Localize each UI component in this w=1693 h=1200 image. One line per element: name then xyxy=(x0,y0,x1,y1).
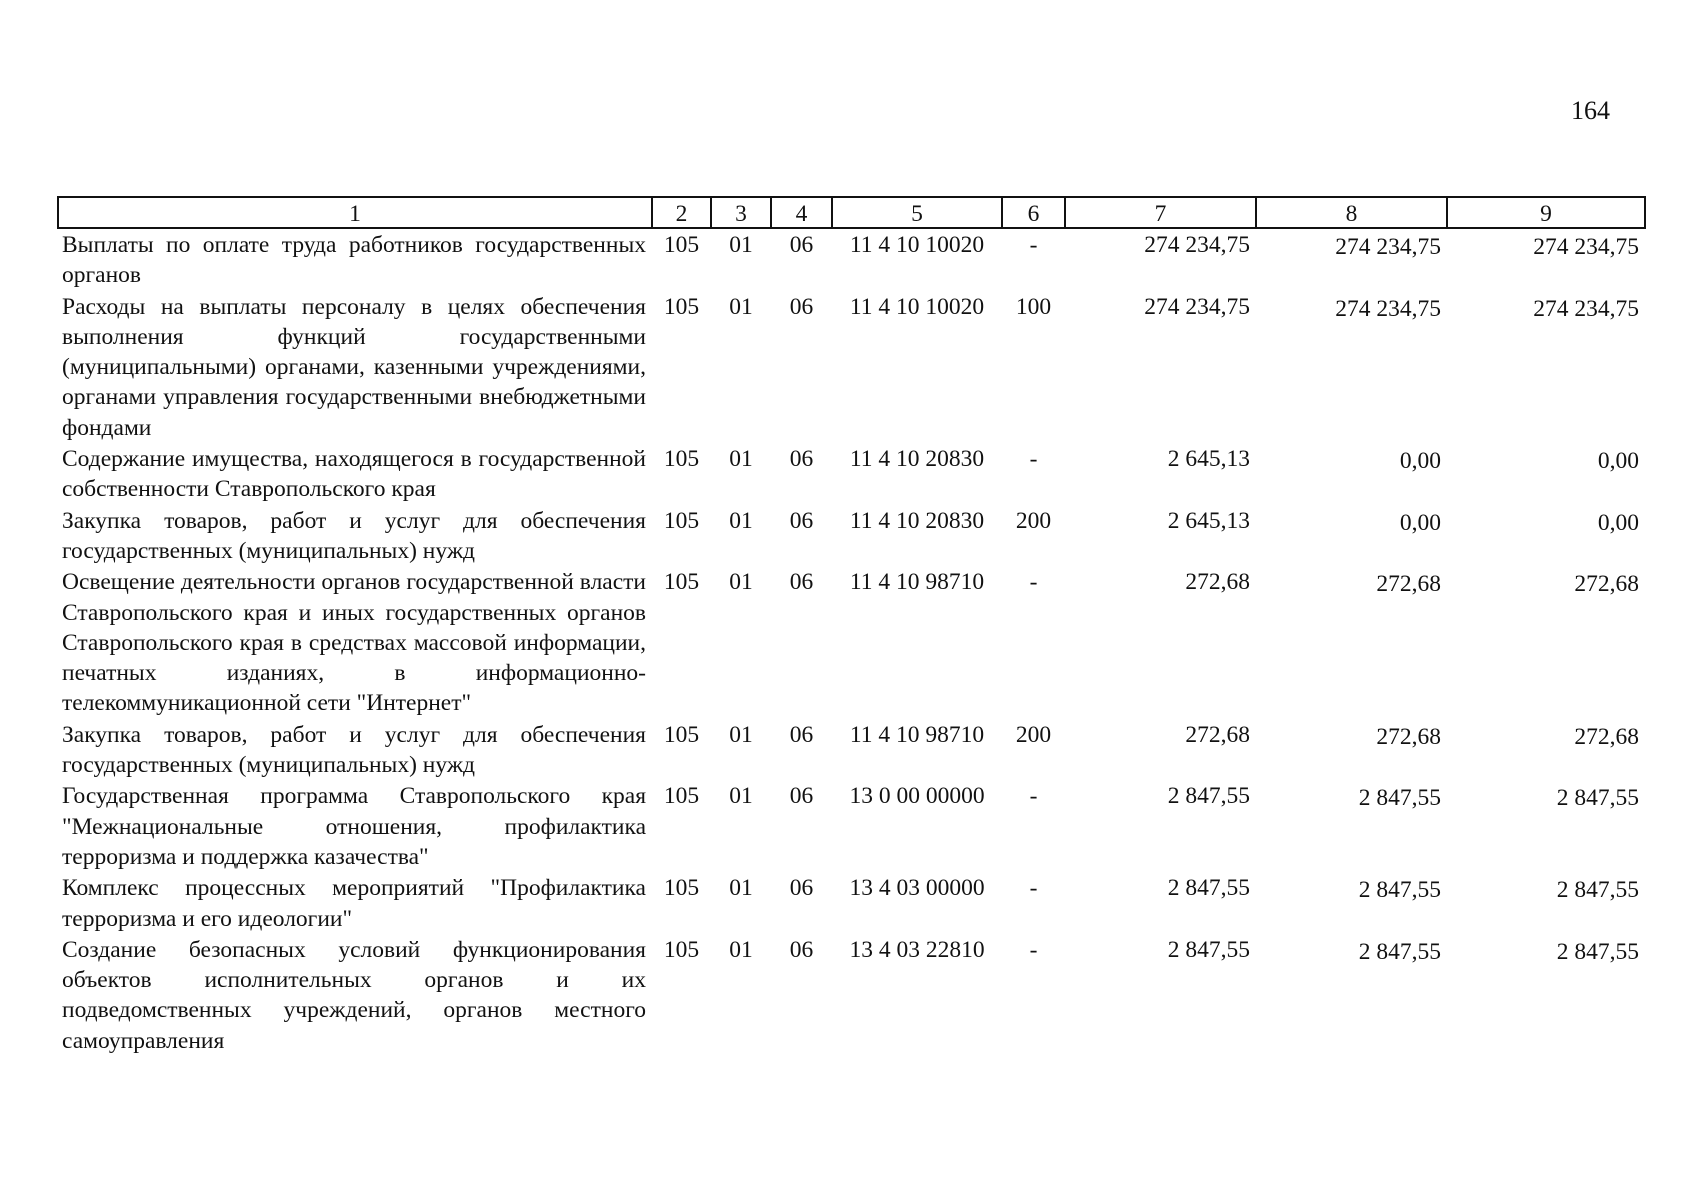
cell-col8: 274 234,75 xyxy=(1335,234,1441,260)
table-row xyxy=(58,934,1645,1056)
cell-col8: 0,00 xyxy=(1399,448,1441,475)
cell-col2: 105 xyxy=(663,507,700,534)
cell-col7: 2 847,55 xyxy=(1167,936,1250,963)
cell-col4: 06 xyxy=(789,232,814,258)
cell-col6: - xyxy=(1029,875,1038,902)
cell-col7: 272,68 xyxy=(1185,721,1250,748)
cell-col6: - xyxy=(1029,232,1038,258)
cell-col8: 274 234,75 xyxy=(1335,295,1441,322)
cell-col2: 105 xyxy=(663,293,700,320)
column-header-7: 7 xyxy=(1065,197,1256,228)
column-header-3: 3 xyxy=(711,197,771,228)
row-name: Закупка товаров, работ и услуг для обеспечения государственных (муниципальных) нужд xyxy=(62,507,646,564)
row-name: Комплекс процессных мероприятий "Профилактика терроризма и его идеологии" xyxy=(62,875,646,932)
cell-col4: 06 xyxy=(789,569,814,596)
cell-col5: 11 4 10 98710 xyxy=(849,569,985,596)
cell-col8: 2 847,55 xyxy=(1358,785,1441,812)
cell-col9: 2 847,55 xyxy=(1556,877,1639,904)
cell-col9: 272,68 xyxy=(1574,723,1639,750)
row-name: Государственная программа Ставропольского края "Межнациональные отношения, профилактика терроризма и поддержка казачества" xyxy=(62,783,646,870)
cell-col2: 105 xyxy=(663,783,700,810)
cell-col5: 13 0 00 00000 xyxy=(849,783,985,810)
table-row xyxy=(58,228,1645,291)
cell-col6: - xyxy=(1029,569,1038,596)
cell-col4: 06 xyxy=(789,446,814,473)
cell-col9: 272,68 xyxy=(1574,571,1639,598)
cell-col5: 11 4 10 10020 xyxy=(849,293,985,320)
cell-col5: 13 4 03 00000 xyxy=(849,875,985,902)
cell-col7: 2 645,13 xyxy=(1167,507,1250,534)
cell-col2: 105 xyxy=(663,721,700,748)
cell-col3: 01 xyxy=(729,783,753,810)
table-row xyxy=(58,443,1645,505)
cell-col4: 06 xyxy=(789,783,814,810)
column-header-8: 8 xyxy=(1256,197,1447,228)
cell-col2: 105 xyxy=(663,232,700,258)
cell-col4: 06 xyxy=(789,721,814,748)
cell-col5: 11 4 10 20830 xyxy=(849,507,985,534)
cell-col9: 2 847,55 xyxy=(1556,785,1639,812)
cell-col3: 01 xyxy=(729,875,753,902)
cell-col3: 01 xyxy=(729,446,753,473)
cell-col3: 01 xyxy=(729,507,753,534)
cell-col5: 11 4 10 98710 xyxy=(849,721,985,748)
cell-col2: 105 xyxy=(663,446,700,473)
cell-col9: 0,00 xyxy=(1597,448,1639,475)
row-name: Расходы на выплаты персоналу в целях обеспечения выполнения функций государственными (муниципальными) органами, казенными учреждениями, органами управления государственными внебюджетными фондами xyxy=(62,293,646,441)
cell-col5: 13 4 03 22810 xyxy=(849,936,985,963)
cell-col4: 06 xyxy=(789,507,814,534)
cell-col3: 01 xyxy=(729,232,753,258)
table-row xyxy=(58,719,1645,781)
table-row xyxy=(58,780,1645,872)
cell-col3: 01 xyxy=(729,721,753,748)
row-name: Освещение деятельности органов государственной власти Ставропольского края и иных государственных органов Ставропольского края в средствах массовой информации, печатных изданиях, в информационно-телекоммуникационной сети "Интернет" xyxy=(62,569,646,717)
column-header-6: 6 xyxy=(1002,197,1065,228)
cell-col4: 06 xyxy=(789,293,814,320)
cell-col7: 2 847,55 xyxy=(1167,783,1250,810)
cell-col4: 06 xyxy=(789,936,814,963)
row-name: Закупка товаров, работ и услуг для обеспечения государственных (муниципальных) нужд xyxy=(62,721,646,779)
column-header-5: 5 xyxy=(832,197,1002,228)
cell-col9: 2 847,55 xyxy=(1556,938,1639,965)
cell-col7: 272,68 xyxy=(1185,569,1250,596)
cell-col6: - xyxy=(1029,783,1038,810)
cell-col2: 105 xyxy=(663,936,700,963)
cell-col8: 2 847,55 xyxy=(1358,938,1441,965)
column-header-9: 9 xyxy=(1447,197,1645,228)
cell-col4: 06 xyxy=(789,875,814,902)
budget-table xyxy=(57,196,1646,1056)
cell-col7: 274 234,75 xyxy=(1144,293,1250,320)
cell-col8: 272,68 xyxy=(1376,571,1441,598)
table-row xyxy=(58,291,1645,443)
cell-col8: 2 847,55 xyxy=(1358,877,1441,904)
cell-col6: 200 xyxy=(1015,507,1052,534)
row-name: Создание безопасных условий функционирования объектов исполнительных органов и их подведомственных учреждений, органов местного самоуправления xyxy=(62,936,646,1054)
cell-col7: 274 234,75 xyxy=(1144,232,1250,258)
cell-col8: 0,00 xyxy=(1399,509,1441,536)
cell-col3: 01 xyxy=(729,936,753,963)
table-row xyxy=(58,505,1645,567)
cell-col7: 2 847,55 xyxy=(1167,875,1250,902)
cell-col5: 11 4 10 20830 xyxy=(849,446,985,473)
cell-col2: 105 xyxy=(663,569,700,596)
table-row xyxy=(58,566,1645,718)
row-name: Выплаты по оплате труда работников государственных органов xyxy=(62,232,646,289)
cell-col6: - xyxy=(1029,446,1038,473)
cell-col6: 100 xyxy=(1015,293,1052,320)
cell-col9: 274 234,75 xyxy=(1533,234,1639,260)
cell-col2: 105 xyxy=(663,875,700,902)
column-header-2: 2 xyxy=(652,197,711,228)
cell-col8: 272,68 xyxy=(1376,723,1441,750)
row-name: Содержание имущества, находящегося в государственной собственности Ставропольского края xyxy=(62,446,646,503)
cell-col3: 01 xyxy=(729,569,753,596)
cell-col7: 2 645,13 xyxy=(1167,446,1250,473)
header-row xyxy=(58,197,1645,228)
column-header-1: 1 xyxy=(58,197,652,228)
cell-col9: 0,00 xyxy=(1597,509,1639,536)
table-row xyxy=(58,872,1645,934)
cell-col9: 274 234,75 xyxy=(1533,295,1639,322)
cell-col6: 200 xyxy=(1015,721,1052,748)
column-header-4: 4 xyxy=(771,197,832,228)
cell-col6: - xyxy=(1029,936,1038,963)
cell-col3: 01 xyxy=(729,293,753,320)
cell-col5: 11 4 10 10020 xyxy=(849,232,985,258)
page-number: 164 xyxy=(1571,96,1610,125)
